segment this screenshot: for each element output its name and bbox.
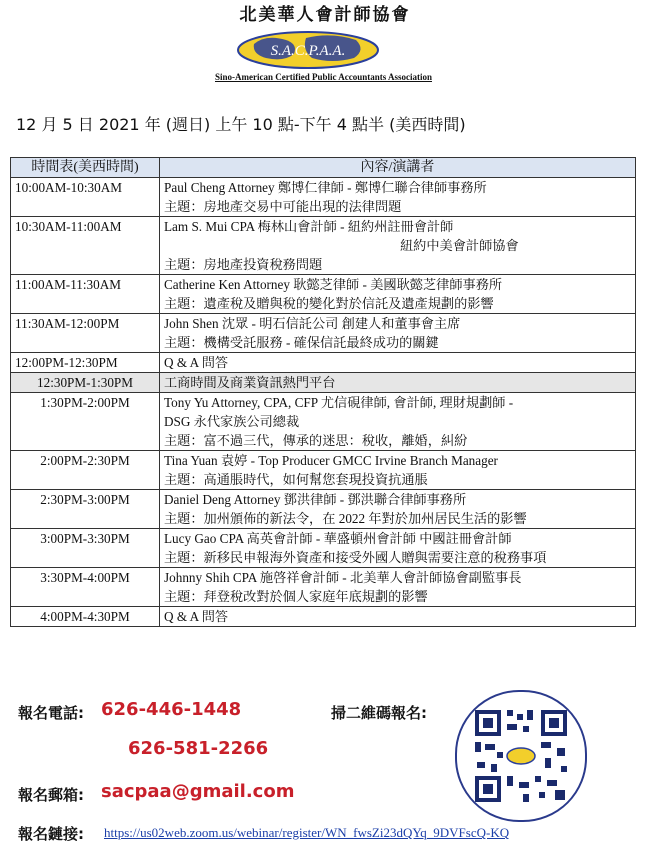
org-name-cn: 北美華人會計師協會 <box>239 5 411 25</box>
row-line: 主題：房地產投資稅務問題 <box>164 257 323 272</box>
registration-link[interactable]: https://us02web.zoom.us/webinar/register/WN_fwsZi23dQYq_9DVFscQ-KQ <box>104 825 510 840</box>
row-line: 主題：遺產稅及贈與稅的變化對於信託及遺產規劃的影響 <box>164 296 494 311</box>
col-time-header: 時間表(美西時間) <box>11 158 160 178</box>
row-time: 12:30PM-1:30PM <box>11 373 160 393</box>
schedule-row <box>11 490 636 529</box>
schedule-header-row <box>11 158 636 178</box>
schedule-row <box>11 529 636 568</box>
row-line: Paul Cheng Attorney 鄭博仁律師 - 鄭博仁聯合律師事務所 <box>164 180 487 195</box>
row-line: 紐約中美會計師協會 <box>400 238 519 253</box>
row-content <box>160 217 636 275</box>
row-line: 主題：拜登稅改對於個人家庭年底規劃的影響 <box>164 589 428 604</box>
logo-text: S.A.C.P.A.A. <box>270 43 346 59</box>
qr-label: 掃二維碼報名: <box>331 704 427 722</box>
schedule-row <box>11 393 636 451</box>
phone-1[interactable]: 626-446-1448 <box>101 699 242 720</box>
row-line: Lam S. Mui CPA 梅林山會計師 - 紐約州註冊會計師 <box>164 219 454 234</box>
row-content <box>160 353 636 373</box>
row-line: 主題：富不過三代，傳承的迷思：稅收，離婚，糾紛 <box>164 433 468 448</box>
row-time: 4:00PM-4:30PM <box>11 607 160 627</box>
row-time: 10:30AM-11:00AM <box>11 217 160 275</box>
col-content-header: 內容/演講者 <box>160 158 636 178</box>
row-content <box>160 373 636 393</box>
row-line: Q & A 問答 <box>164 355 229 370</box>
row-line: DSG 永代家族公司總裁 <box>164 414 300 429</box>
qr-code[interactable] <box>455 690 587 822</box>
schedule-row <box>11 353 636 373</box>
sacpaa-logo <box>236 30 380 70</box>
schedule-row-break <box>11 373 636 393</box>
row-time: 1:30PM-2:00PM <box>11 393 160 451</box>
row-line: Catherine Ken Attorney 耿懿芝律師 - 美國耿懿芝律師事務所 <box>164 277 503 292</box>
row-line: Johnny Shih CPA 施啓祥會計師 - 北美華人會計師協會副監事長 <box>164 570 522 585</box>
schedule-row <box>11 275 636 314</box>
row-line: 工商時間及商業資訊熱門平台 <box>164 375 336 390</box>
row-content <box>160 178 636 217</box>
schedule-table <box>10 157 636 627</box>
row-content <box>160 607 636 627</box>
email-value[interactable]: sacpaa@gmail.com <box>101 781 295 802</box>
row-content <box>160 568 636 607</box>
row-content <box>160 451 636 490</box>
row-line: 主題：機構受託服務 - 確保信託最終成功的關鍵 <box>164 335 439 350</box>
row-line: John Shen 沈眾 - 明石信託公司 創建人和董事會主席 <box>164 316 461 331</box>
schedule-row <box>11 178 636 217</box>
row-line: Daniel Deng Attorney 鄧洪律師 - 鄧洪聯合律師事務所 <box>164 492 467 507</box>
row-line: Lucy Gao CPA 高英會計師 - 華盛頓州會計師 中國註冊會計師 <box>164 531 512 546</box>
row-content <box>160 314 636 353</box>
row-line: 主題：新移民申報海外資產和接受外國人贈與需要注意的稅務事項 <box>164 550 547 565</box>
row-line: 主題：加州頒佈的新法令，在 2022 年對於加州居民生活的影響 <box>164 511 527 526</box>
link-label: 報名鏈接: <box>18 825 84 843</box>
schedule-row <box>11 607 636 627</box>
schedule-row <box>11 314 636 353</box>
row-time: 12:00PM-12:30PM <box>11 353 160 373</box>
schedule-row <box>11 451 636 490</box>
row-time: 2:00PM-2:30PM <box>11 451 160 490</box>
row-line: 主題：高通脹時代，如何幫您套現投資抗通脹 <box>164 472 428 487</box>
row-content <box>160 529 636 568</box>
schedule-row <box>11 217 636 275</box>
row-time: 10:00AM-10:30AM <box>11 178 160 217</box>
org-name-en: Sino-American Certified Public Accountants Association <box>215 72 432 82</box>
row-content <box>160 393 636 451</box>
row-line: Tina Yuan 袁婷 - Top Producer GMCC Irvine Branch Manager <box>164 453 498 468</box>
row-time: 3:00PM-3:30PM <box>11 529 160 568</box>
row-line: 主題：房地產交易中可能出現的法律問題 <box>164 199 402 214</box>
row-line: Q & A 問答 <box>164 609 229 624</box>
row-time: 11:00AM-11:30AM <box>11 275 160 314</box>
qr-code-icon <box>457 692 585 820</box>
row-line: Tony Yu Attorney, CPA, CFP 尤信硯律師, 會計師, 理財規劃師 - <box>164 395 514 410</box>
email-label: 報名郵箱: <box>18 786 84 804</box>
phone-label: 報名電話: <box>18 704 84 722</box>
row-time: 2:30PM-3:00PM <box>11 490 160 529</box>
row-time: 3:30PM-4:00PM <box>11 568 160 607</box>
row-time: 11:30AM-12:00PM <box>11 314 160 353</box>
phone-2[interactable]: 626-581-2266 <box>128 738 269 759</box>
row-content <box>160 490 636 529</box>
event-date-time: 12 月 5 日 2021 年 (週日) 上午 10 點-下午 4 點半 (美西時間) <box>16 115 466 134</box>
row-content <box>160 275 636 314</box>
schedule-row <box>11 568 636 607</box>
